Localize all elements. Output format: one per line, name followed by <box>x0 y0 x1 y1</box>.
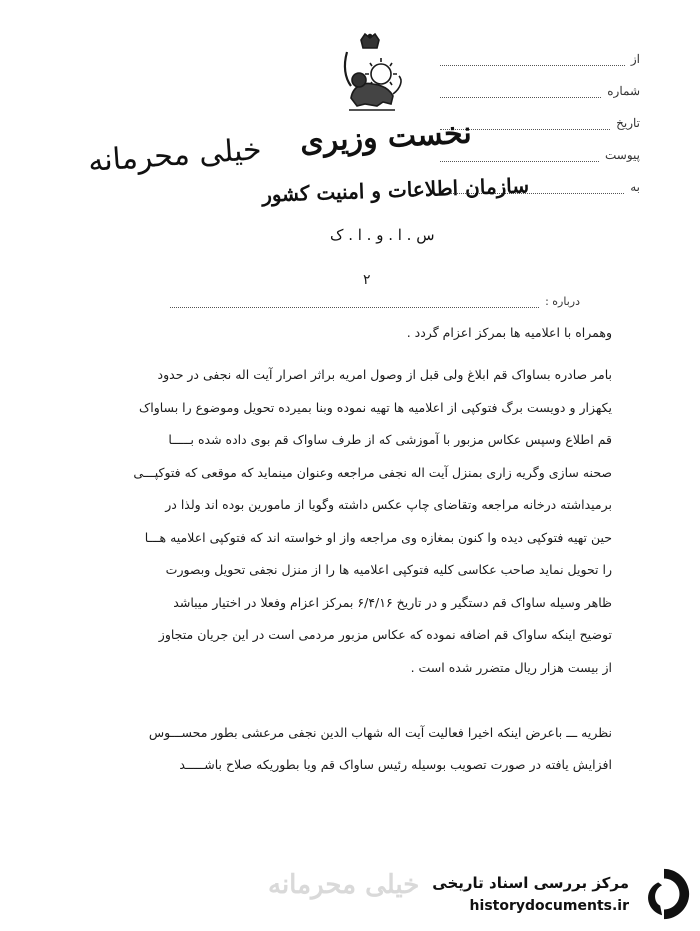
lion-and-sun-emblem-icon <box>325 32 415 122</box>
body-line: توضیح اینکه ساواک قم اضافه نموده که عکاس مزبور مردمی است در این جریان متجاوز <box>158 627 612 642</box>
faded-classification-stamp: خیلی محرمانه <box>268 870 420 900</box>
header-field-row <box>440 78 640 98</box>
watermark-url: historydocuments.ir <box>469 898 629 914</box>
body-line: را تحویل نماید صاحب عکاسی کلیه فتوکپی اعلامیه ها را از منزل نجفی تحویل وبصورت <box>165 562 612 577</box>
body-line <box>82 690 612 710</box>
header-field-label: پیوست <box>605 148 640 162</box>
header-field-dotted-line <box>440 160 599 162</box>
body-line: از بیست هزار ریال متضرر شده است . <box>410 659 612 675</box>
header-field-label: تاریخ <box>616 116 640 130</box>
body-line: وهمراه با اعلامیه ها بمرکز اعزام گردد . <box>406 325 612 340</box>
subject-label: درباره : <box>545 295 580 308</box>
body-line: افزایش یافته در صورت تصویب بوسیله رئیس ساواک قم ویا بطوریکه صلاح باشـــــد <box>179 757 612 772</box>
watermark-title: مرکز بررسی اسناد تاریخی <box>432 874 629 892</box>
subject-dotted-line <box>170 307 539 308</box>
page-number: ۲ <box>363 272 371 288</box>
header-field-label: از <box>630 52 640 66</box>
body-line: برمیداشته درخانه مراجعه وتقاضای چاپ عکس داشته وگویا از مامورین بوده اند ولذا در <box>165 497 612 512</box>
organization-code: س . ا . و . ا . ک <box>330 226 435 244</box>
header-field-row <box>440 46 640 66</box>
body-line: بامر صادره بساواک قم ابلاغ ولی قبل از وصول امریه براثر اصرار آیت اله نجفی در حدود <box>157 367 612 382</box>
header-field-label: شماره <box>607 84 640 98</box>
body-line: نظریه ـــ باعرض اینکه اخیرا فعالیت آیت اله شهاب الدین نجفی مرعشی بطور محســـوس <box>148 724 612 740</box>
header-field-dotted-line <box>440 96 601 98</box>
body-line: قم اطلاع وسپس عکاس مزبور با آموزشی که از طرف ساواک قم بوی داده شده بـــــا <box>168 432 612 447</box>
organization-title: سازمان اطلاعات و امنیت کشور <box>261 173 530 207</box>
archive-logo-icon <box>635 865 693 923</box>
body-line: صحنه سازی وگریه زاری بمنزل آیت اله نجفی مراجعه وعنوان مینماید که موقعی که فتوکپـــی <box>133 464 612 480</box>
classification-title: خیلی محرمانه <box>86 131 263 180</box>
body-line: ظاهر وسیله ساواک قم دستگیر و در تاریخ ۶/۴/۱۶ بمرکز اعزام وفعلا در اختیار میباشد <box>173 594 612 610</box>
header-field-dotted-line <box>440 64 625 66</box>
body-line: حین تهیه فتوکپی دیده وا کنون بمغازه وی مراجعه واز او خواسته اند که فتوکپی اعلامیه هـــا <box>144 529 612 545</box>
ministry-title: نخست وزیری <box>299 115 473 160</box>
watermark-logo <box>425 864 695 924</box>
body-line: یکهزار و دویست برگ فتوکپی از اعلامیه ها تهیه نموده وبنا بمیرده تحویل وموضوع را بساواک <box>139 399 612 415</box>
subject-field <box>170 290 580 308</box>
header-field-label: به <box>630 180 640 194</box>
